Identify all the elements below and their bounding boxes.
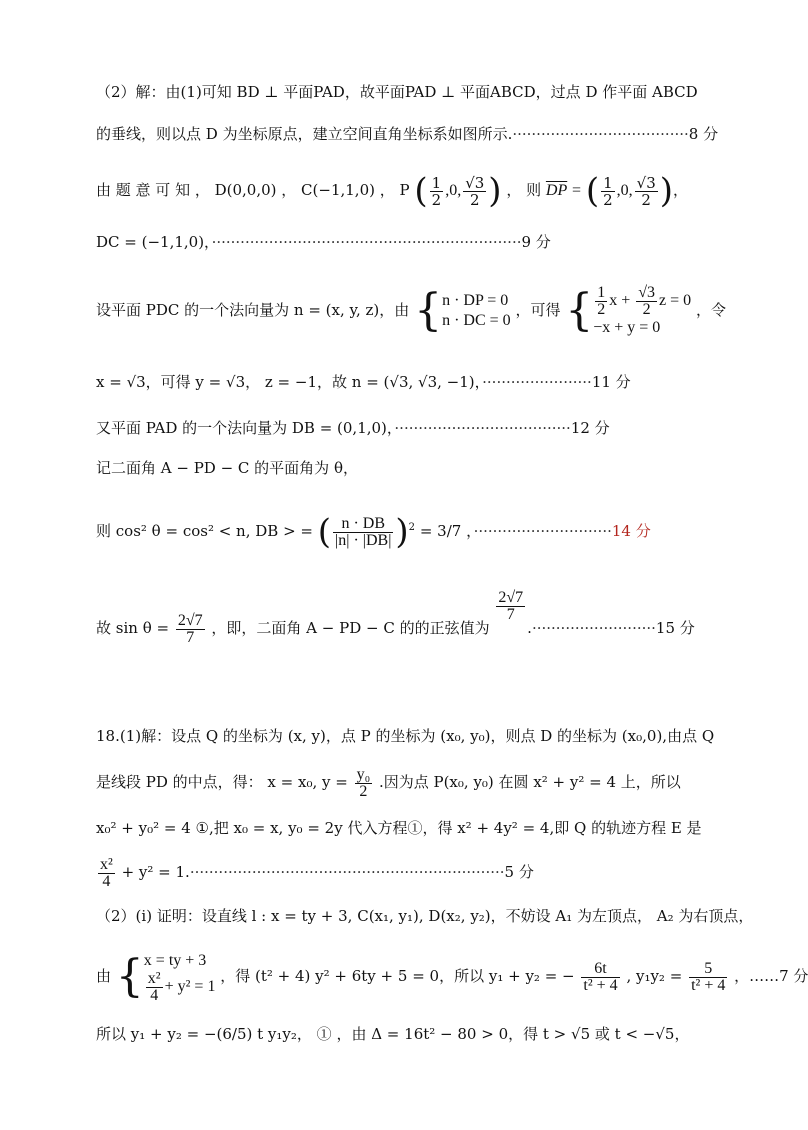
system-2: $\frac{1}{2}$ x + $\frac{√3}{2}$ z = 0 −x + y = 0 [593,283,692,336]
q18-line-6-text-d: ，……7 分 [734,967,808,985]
score-9: 9 分 [521,233,551,251]
frac-5: $\frac{5}{\text{t² + 4}}$ [691,959,726,994]
p2-line-7: 又平面 PAD 的一个法向量为 DB = (0,1,0)，·····································12 分 [96,419,610,437]
p2-line-6-text: x = √3，可得 y = √3， z = −1，故 n = (√3, √3, −1)， [96,373,483,391]
q18-line-2-text-a: 是线段 PD 的中点，得： x = x₀, y = [96,773,348,791]
p2-line-2-text: 的垂线，则以点 D 为坐标原点，建立空间直角坐标系如图所示. [96,125,513,143]
p2-line-9-text-b: = 3/7 ， [419,522,474,540]
p2-line-5-text-b: ，可得 [515,301,561,319]
frac-x2-4: $\frac{\text{x²}}{4}$ [100,855,113,890]
p2-line-3-text-b: ， 则 [506,181,542,199]
score-8: 8 分 [688,125,719,143]
system-1: n · DP = 0 n · DC = 0 [442,292,511,329]
frac-sin-2: $\frac{2√7}{7}$ [498,589,524,623]
q18-line-6-text-a: 由 [96,967,112,985]
p2-line-4: DC = (−1,1,0)，·································································9 分 [96,233,551,251]
q18-line-2 [96,762,704,802]
frac-r3-1: $\frac{√3}{2}$ [465,173,485,209]
p2-line-10: 故 sin θ = $\frac{2√7}{7}$ ，即，二面角 A − PD − C 的的正弦值为 $\frac{2√7}{7}$ .··························15 分 [96,589,695,646]
p2-line-9-text-a: 则 cos² θ = cos² < n, DB > = [96,522,313,540]
score-12: 12 分 [570,419,610,437]
p2-line-6: x = √3，可得 y = √3， z = −1，故 n = (√3, √3, −1)，·······················11 分 [96,373,631,391]
q18-line-3: x₀² + y₀² = 4 ①,把 x₀ = x, y₀ = 2y 代入方程①，得 x² + 4y² = 4,即 Q 的轨迹方程 E 是 [96,819,702,837]
score-14: 14 分 [611,522,651,540]
score-5: 5 分 [504,863,534,881]
p2-line-7-text: 又平面 PAD 的一个法向量为 DB = (0,1,0)， [96,419,395,437]
q18-line-7: 所以 y₁ + y₂ = −(6/5) t y₁y₂， ① ，由 Δ = 16t² − 80 > 0，得 t > √5 或 t < −√5， [96,1025,690,1043]
q18-line-4-text: + y² = 1. [121,863,190,881]
frac-cos: $\frac{n \cdot DB}{|n| \cdot |DB|}$ [335,514,392,549]
p2-heading-line: （2）解：由(1)可知 BD ⊥ 平面PAD，故平面PAD ⊥ 平面ABCD，过点 D 作平面 ABCD [96,83,698,101]
p2-line-3: 由 题 意 可 知 ， D(0,0,0) ， C(−1,1,0) ， P ( $\frac{1}{2}$ ,0, $\frac{√3}{2}$ ) ， 则 $\overline{DP}$ = ( $\frac{1}{2}$ ,0, $\frac{√3}{2}$ )， [96,171,689,211]
p2-line-10-text-b: ，即，二面角 A − PD − C 的的正弦值为 [211,619,490,637]
p2-line-5: 设平面 PDC 的一个法向量为 n = (x, y, z)，由 { n · DP = 0 n · DC = 0 ，可得 { $\frac{1}{2}$ x + $\frac{√3}{2}$ z = 0 −x + y = 0 ，令 [96,283,726,336]
frac-6t: $\frac{6t}{\text{t² + 4}}$ [583,959,618,994]
p2-line-10-text-a: 故 sin θ = [96,619,170,637]
p2-line-5-text-c: ，令 [695,301,726,319]
system-3: x = ty + 3 $\frac{\text{x²}}{4}$ + y² = 1 [143,951,216,1004]
q18-line-2-text-b: .因为点 P(x₀, y₀) 在圆 x² + y² = 4 上，所以 [378,773,681,791]
q18-line-1: 18.(1)解：设点 Q 的坐标为 (x, y)，点 P 的坐标为 (x₀, y₀)，则点 D 的坐标为 (x₀,0),由点 Q [96,727,715,745]
frac-sin-1: $\frac{2√7}{7}$ [177,611,203,646]
p2-line-4-text: DC = (−1,1,0)， [96,233,212,251]
p2-line-8: 记二面角 A − PD − C 的平面角为 θ， [96,459,358,477]
p2-line-9: 则 cos² θ = cos² < n, DB > = ( $\frac{n \cdot DB}{|n| \cdot |DB|}$ )$^2$ = 3/7 ，·····························14 分 [96,512,651,552]
q18-line-4: $\frac{\text{x²}}{4}$ + y² = 1.··································································5 分 [100,855,534,890]
frac-half-1: $\frac{1}{2}$ [431,173,442,209]
frac-r3-2: $\frac{√3}{2}$ [636,173,656,209]
p2-line-5-text-a: 设平面 PDC 的一个法向量为 n = (x, y, z)，由 [96,301,410,319]
score-15: 15 分 [655,619,695,637]
q18-line-6: 由 { x = ty + 3 $\frac{\text{x²}}{4}$ + y² = 1 ，得 (t² + 4) y² + 6ty + 5 = 0，所以 y₁ + y₂ = − $\frac{6t}{\text{t² + 4}}$ , y₁y₂ = $\frac{5}{\text{t² + 4}}$ ，……7 分 [96,951,808,1004]
q18-line-6-text-c: , y₁y₂ = [626,967,683,985]
p2-line-3-text-a: 由 题 意 可 知 ， D(0,0,0) ， C(−1,1,0) ， P [96,181,410,199]
frac-half-2: $\frac{1}{2}$ [603,173,613,209]
q18-line-5: （2）(i) 证明：设直线 l : x = ty + 3, C(x₁, y₁), D(x₂, y₂)，不妨设 A₁ 为左顶点， A₂ 为右顶点， [96,907,754,925]
frac-y0-2: $\frac{\text{y₀}}{2}$ [356,765,371,800]
q18-line-6-text-b: ，得 (t² + 4) y² + 6ty + 5 = 0，所以 y₁ + y₂ = − [220,967,575,985]
score-11: 11 分 [591,373,631,391]
p2-line-2: 的垂线，则以点 D 为坐标原点，建立空间直角坐标系如图所示.·····································8 分 [96,125,719,143]
